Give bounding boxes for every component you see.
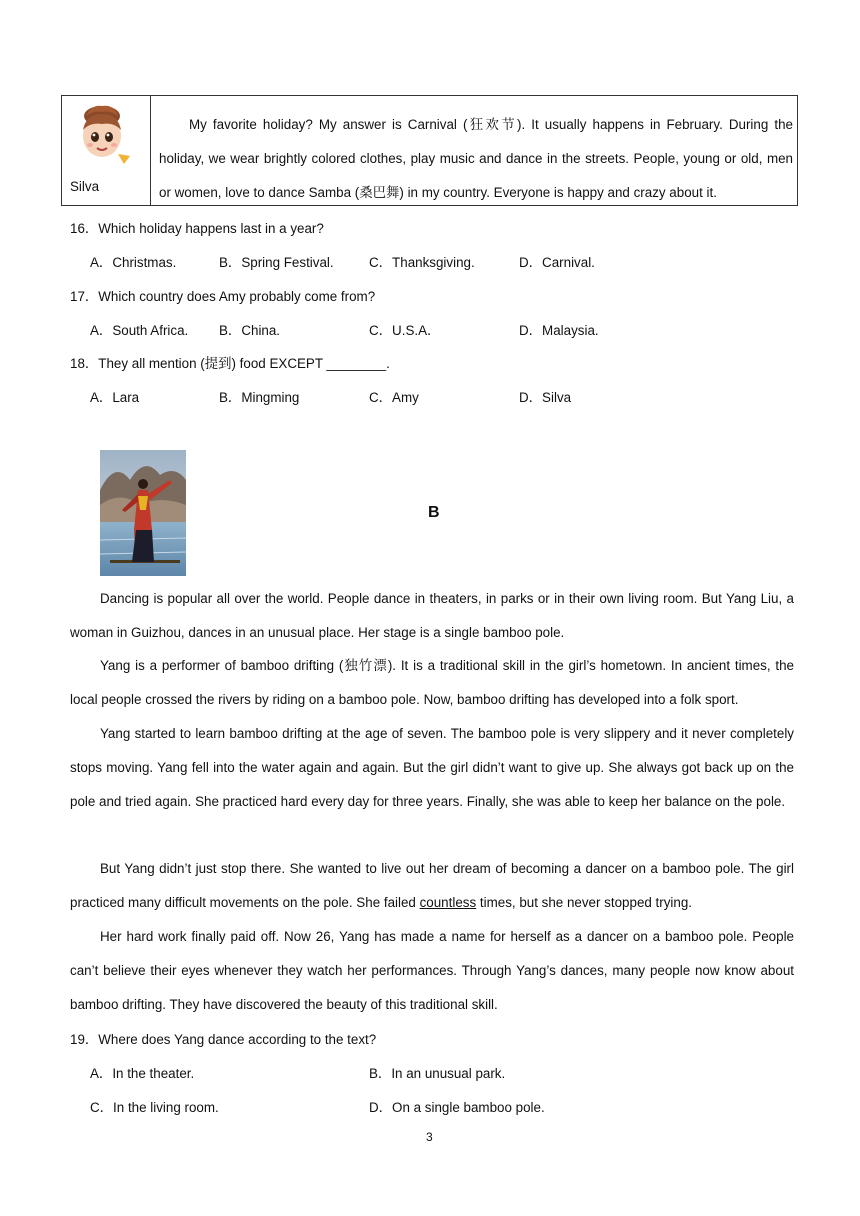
q17-option-a[interactable]: A．South Africa. <box>90 323 189 338</box>
passage-paragraph-2: Yang is a performer of bamboo drifting (独竹漂). It is a traditional skill in the girl’s hometown. In ancient times, the local people crossed the rivers by riding on a bamboo pole. Now, bamboo drifting has developed into a folk sport. <box>70 658 794 707</box>
passage-paragraph-3: Yang started to learn bamboo drifting at the age of seven. The bamboo pole is very slippery and it never completely stops moving. Yang fell into the water again and again. But the girl didn’t want to give up. She always got back up on the pole and tried again. She practiced hard every day for three years. Finally, she was able to keep her balance on the pole. <box>70 726 794 809</box>
silva-name: Silva <box>70 179 100 194</box>
q18-option-c[interactable]: C．Amy <box>369 390 419 405</box>
question-17: 17．Which country does Amy probably come from? <box>70 289 376 304</box>
passage-paragraph-4: But Yang didn’t just stop there. She wanted to live out her dream of becoming a dancer on a bamboo pole. The girl practiced many difficult movements on the pole. She failed countless times, but she never stopped trying. <box>70 861 794 910</box>
q19-option-a[interactable]: A．In the theater. <box>90 1066 195 1081</box>
q17-option-b[interactable]: B．China. <box>219 323 281 338</box>
q17-option-d[interactable]: D．Malaysia. <box>519 323 599 338</box>
q17-option-c[interactable]: C．U.S.A． <box>369 323 441 338</box>
q16-option-d[interactable]: D．Carnival. <box>519 255 595 270</box>
q19-option-c[interactable]: C．In the living room. <box>90 1100 219 1115</box>
question-16: 16．Which holiday happens last in a year? <box>70 221 324 236</box>
q18-option-b[interactable]: B．Mingming <box>219 390 300 405</box>
q18-option-a[interactable]: A．Lara <box>90 390 140 405</box>
section-heading-b: B <box>428 504 440 521</box>
silva-table <box>61 95 798 206</box>
silva-text: My favorite holiday? My answer is Carnival (狂欢节). It usually happens in February. During the holiday, we wear brightly colored clothes, play music and dance in the streets. People, young or old, men or women, love to dance Samba (桑巴舞) in my country. Everyone is happy and crazy about it. <box>159 117 793 200</box>
question-19: 19．Where does Yang dance according to the text? <box>70 1032 377 1047</box>
q18-option-d[interactable]: D．Silva <box>519 390 572 405</box>
passage-paragraph-5: Her hard work finally paid off. Now 26, Yang has made a name for herself as a dancer on a bamboo pole. People can’t believe their eyes whenever they watch her performances. Through Yang’s dances, many people now know about bamboo drifting. They have discovered the beauty of this traditional skill. <box>70 929 794 1012</box>
passage-paragraph-1: Dancing is popular all over the world. People dance in theaters, in parks or in their own living room. But Yang Liu, a woman in Guizhou, dances in an unusual place. Her stage is a single bamboo pole. <box>70 591 794 640</box>
q19-option-d[interactable]: D．On a single bamboo pole. <box>369 1100 545 1115</box>
q16-option-c[interactable]: C．Thanksgiving. <box>369 255 475 270</box>
silva-avatar <box>72 102 134 166</box>
q19-option-b[interactable]: B．In an unusual park. <box>369 1066 506 1081</box>
q16-option-a[interactable]: A．Christmas. <box>90 255 177 270</box>
table-divider <box>150 96 151 205</box>
bamboo-drifting-photo <box>100 450 186 576</box>
q16-option-b[interactable]: B．Spring Festival. <box>219 255 334 270</box>
page-number: 3 <box>426 1130 433 1144</box>
underlined-word-countless: countless <box>419 895 477 910</box>
question-18: 18．They all mention (提到) food EXCEPT ________. <box>70 356 390 371</box>
